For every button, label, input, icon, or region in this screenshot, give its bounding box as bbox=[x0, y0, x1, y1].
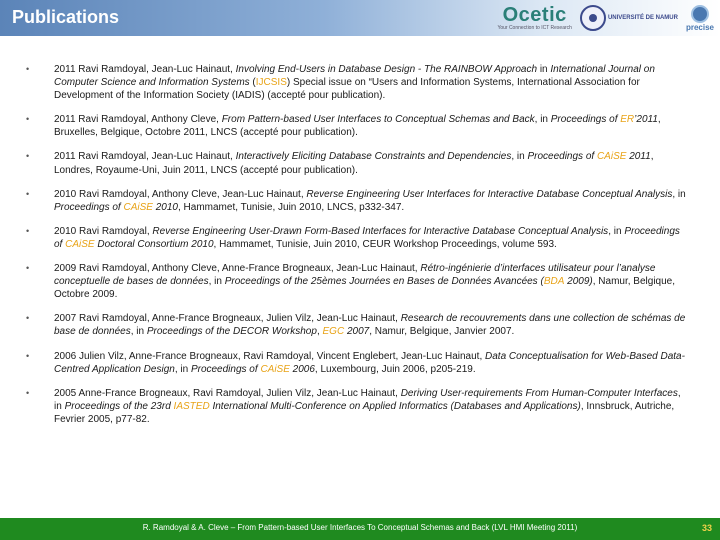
pub-venue-year: ’2011 bbox=[634, 114, 658, 126]
pub-year: 2011 bbox=[54, 114, 76, 126]
bullet-icon: • bbox=[26, 313, 30, 324]
pub-title: From Pattern-based User Interfaces to Conceptual Schemas and Back bbox=[221, 114, 535, 126]
university-seal-icon bbox=[580, 5, 606, 31]
pub-in: , in bbox=[534, 114, 548, 126]
bullet-icon: • bbox=[26, 64, 30, 74]
pub-title: Deriving User-requirements From Human-Computer Interfaces bbox=[400, 387, 678, 399]
publication-item bbox=[26, 225, 690, 251]
pub-year: 2011 bbox=[54, 64, 76, 75]
precise-circle-icon bbox=[691, 5, 709, 23]
pub-in: , in bbox=[208, 276, 222, 288]
bullet-icon: • bbox=[26, 151, 30, 162]
pub-title: Reverse Engineering User Interfaces for Interactive Database Conceptual Analysis bbox=[306, 188, 673, 200]
bullet-icon: • bbox=[26, 387, 30, 398]
pub-details: , Innsbruck, Autriche, Fevrier 2005, p77-82. bbox=[54, 400, 675, 425]
pub-details: , Londres, Royaume-Uni, Juin 2011, LNCS (accepté pour publication). bbox=[54, 151, 654, 176]
publication-item: • 2007 Ravi Ramdoyal, Anne-France Brogneaux, Julien Vilz, Jean-Luc Hainaut, Research de recouvrements dans une collection de schémas de base de données, in Proceedings of the DECOR Workshop, EGC 2007, Namur, Belgique, Janvier 2007. bbox=[26, 313, 686, 338]
publication-item bbox=[26, 188, 690, 214]
pub-in: in bbox=[539, 64, 548, 75]
publication-item bbox=[26, 113, 690, 139]
pub-title: Research de recouvrements dans une collection de schémas de base de données bbox=[54, 313, 686, 338]
bullet-icon: • bbox=[26, 225, 30, 236]
pub-details: , Namur, Belgique, Janvier 2007. bbox=[369, 326, 515, 338]
pub-venue-year: 2011 bbox=[629, 151, 651, 163]
pub-authors: Ravi Ramdoyal, Anne-France Brogneaux, Julien Vilz, Jean-Luc Hainaut, bbox=[79, 313, 398, 325]
bullet-icon: • bbox=[26, 263, 30, 274]
pub-venue: Proceedings of the 25èmes Journées en Bases de Données Avancées bbox=[224, 276, 538, 288]
page-title: Publications bbox=[12, 7, 120, 27]
pub-year: 2006 bbox=[54, 350, 77, 362]
pub-venue: Proceedings of bbox=[54, 225, 680, 250]
title-bar bbox=[0, 0, 720, 36]
pub-venue-acronym: CAiSE bbox=[65, 238, 95, 250]
pub-in: , in bbox=[174, 363, 189, 375]
unamur-logo bbox=[580, 5, 678, 31]
pub-venue-year: 2007 bbox=[346, 326, 370, 338]
pub-authors: Ravi Ramdoyal, Anthony Cleve, Jean-Luc Hainaut, bbox=[79, 188, 304, 200]
pub-venue-year: Doctoral Consortium 2010 bbox=[97, 238, 214, 250]
footer-bar bbox=[0, 518, 720, 540]
pub-venue-acronym: EGC bbox=[322, 326, 345, 338]
pub-venue-year: 2009) bbox=[567, 276, 593, 288]
ocetic-logo-word: Ocetic bbox=[502, 4, 567, 26]
page-number: 33 bbox=[701, 523, 712, 533]
pub-in: , in bbox=[672, 188, 686, 200]
pub-year: 2010 bbox=[54, 225, 77, 237]
publication-item bbox=[26, 150, 690, 176]
pub-venue-acronym: ER bbox=[620, 114, 635, 126]
pub-year: 2010 bbox=[54, 188, 77, 200]
pub-title: Involving End-Users in Database Design - The RAINBOW Approach bbox=[235, 64, 538, 75]
ocetic-logo bbox=[497, 5, 572, 31]
precise-logo bbox=[686, 5, 714, 32]
unamur-logo-text: UNIVERSITÉ DE NAMUR bbox=[607, 14, 678, 21]
pub-venue: Proceedings of the 23rd bbox=[64, 400, 171, 412]
bullet-icon: • bbox=[26, 114, 30, 125]
publication-item bbox=[26, 350, 690, 376]
precise-logo-word: precise bbox=[685, 22, 714, 32]
pub-venue-paren: ( bbox=[540, 276, 544, 288]
pub-venue: Proceedings of bbox=[190, 363, 258, 375]
pub-venue-acronym: CAiSE bbox=[123, 201, 153, 213]
footer-text: R. Ramdoyal & A. Cleve – From Pattern-based User Interfaces To Conceptual Schemas and Back (LVL HMI Meeting 2011) bbox=[142, 523, 578, 532]
bullet-icon: • bbox=[26, 188, 30, 199]
pub-in: , in bbox=[608, 225, 622, 237]
pub-year: 2005 bbox=[54, 387, 77, 399]
pub-year: 2007 bbox=[54, 313, 77, 325]
pub-details: , Bruxelles, Belgique, Octobre 2011, LNCS (accepté pour publication). bbox=[54, 114, 661, 139]
ocetic-logo-tag: Your Connection to ICT Research bbox=[497, 25, 572, 31]
pub-details: , Hammamet, Tunisie, Juin 2010, CEUR Workshop Proceedings, volume 593. bbox=[213, 238, 557, 250]
publication-item bbox=[26, 262, 690, 301]
pub-title: Rétro-ingénierie d’interfaces utilisateur pour l’analyse conceptuelle de bases de données bbox=[54, 263, 656, 288]
pub-title: Reverse Engineering User-Drawn Form-Based Interfaces for Interactive Database Conceptual Analysis bbox=[152, 225, 609, 237]
bullet-icon: • bbox=[26, 350, 30, 361]
pub-authors: Ravi Ramdoyal, Anthony Cleve, Anne-France Brogneaux, Jean-Luc Hainaut, bbox=[79, 263, 418, 275]
pub-title: Data Conceptualisation for Web-Based Data-Centred Application Design bbox=[54, 350, 685, 375]
pub-venue-year: International Multi-Conference on Applied Informatics (Databases and Applications) bbox=[212, 400, 581, 412]
pub-authors: Ravi Ramdoyal, Jean-Luc Hainaut, bbox=[78, 151, 233, 163]
pub-details: , Luxembourg, Juin 2006, p205-219. bbox=[314, 363, 476, 375]
pub-venue-acronym: BDA bbox=[543, 276, 565, 288]
pub-details: , Namur, Belgique, Octobre 2009. bbox=[54, 276, 675, 301]
pub-venue-year: 2006 bbox=[292, 363, 315, 375]
pub-authors: Julien Vilz, Anne-France Brogneaux, Ravi Ramdoyal, Vincent Englebert, Jean-Luc Hainaut, bbox=[79, 350, 483, 362]
pub-in: , in bbox=[130, 326, 145, 338]
logo-group bbox=[497, 2, 714, 34]
pub-year: 2009 bbox=[54, 263, 77, 275]
pub-venue: Proceedings of bbox=[550, 114, 618, 126]
pub-authors: Ravi Ramdoyal, bbox=[79, 225, 150, 237]
pub-authors: Ravi Ramdoyal, Jean-Luc Hainaut, bbox=[78, 64, 233, 75]
pub-title: Interactively Eliciting Database Constraints and Dependencies bbox=[235, 151, 512, 163]
pub-authors: Ravi Ramdoyal, Anthony Cleve, bbox=[78, 114, 219, 126]
pub-venue-acronym: IASTED bbox=[173, 400, 210, 412]
pub-year: 2011 bbox=[54, 151, 76, 163]
pub-venue: Proceedings of bbox=[527, 151, 595, 163]
pub-details: Special issue on “Users and Information Systems, International Association for Development of the Information Society (IADIS) (accepté pour publication). bbox=[54, 77, 640, 102]
pub-venue-acronym: IJCSIS bbox=[255, 77, 287, 89]
pub-in: , in bbox=[511, 151, 525, 163]
publication-item: • 2011 Ravi Ramdoyal, Jean-Luc Hainaut, Involving End-Users in Database Design - The RAINBOW Approach in International Journal on Computer Science and Information Systems (IJCSIS) Special issue on “Users and Information Systems, International Association for Development of the Information Society (IADIS) (accepté pour publication). bbox=[26, 64, 655, 102]
publication-list bbox=[26, 63, 690, 437]
pub-details: , Hammamet, Tunisie, Juin 2010, LNCS, p332-347. bbox=[177, 201, 405, 213]
publication-item bbox=[26, 387, 690, 426]
pub-in: , in bbox=[54, 387, 681, 412]
pub-authors: Anne-France Brogneaux, Ravi Ramdoyal, Julien Vilz, Jean-Luc Hainaut, bbox=[78, 387, 398, 399]
pub-venue: Proceedings of the DECOR Workshop bbox=[146, 326, 317, 338]
pub-venue-year: 2010 bbox=[155, 201, 178, 213]
pub-venue-acronym: CAiSE bbox=[596, 151, 627, 163]
pub-venue: International Journal on Computer Science and Information Systems bbox=[54, 64, 655, 89]
pub-venue-acronym: CAiSE bbox=[260, 363, 290, 375]
pub-venue: Proceedings of bbox=[54, 201, 121, 213]
